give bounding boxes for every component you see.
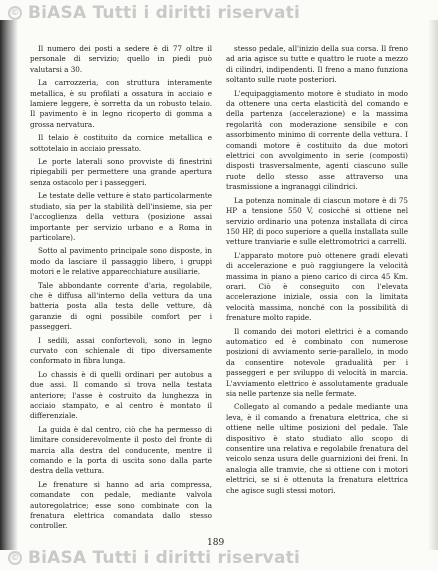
paragraph: Tale abbondante corrente d'aria, regolabile, che è diffusa all'interno della vettura da una batteria posta alla testa delle vetture, dà garanzie di ogni possibile comfort per i passeggeri.	[30, 280, 212, 332]
watermark-text-bottom: BiASA Tutti i diritti riservati	[28, 548, 300, 568]
paragraph: Collegato al comando a pedale mediante una leva, è il comando a frenatura elettrica, che si ottiene nelle ultime posizioni del pedale. Tale dispositivo è stato studiato allo scopo di consentire una relativa e regolabile frenatura del veicolo senza usura delle guarnizioni dei freni. In analogia alle tramvie, che si ottiene con i motori elettrici, se si è ottenuta la frenatura elettrica che agisce sugli stessi motori.	[226, 402, 408, 495]
paragraph: Il numero dei posti a sedere è di 77 oltre il personale di servizio; quello in piedi può valutarsi a 30.	[30, 44, 212, 74]
copyright-seal-icon: ©	[8, 6, 22, 20]
text-column-left	[30, 44, 212, 531]
page-binding-shadow	[0, 20, 18, 550]
paragraph: Le frenature si hanno ad aria compressa, comandate con pedale, mediante valvola autoregolatrice; esse sono combinate con la frenatura elettrica comandata dallo stesso controller.	[30, 479, 212, 531]
paragraph: Le testate delle vetture è stato particolarmente studiato, sia per la stabilità dell'insieme, sia per l'accoglienza della vettura (posizione assai importante per servizio urbano e a Roma in particolare).	[30, 191, 212, 242]
paragraph: I sedili, assai confortevoli, sono in legno curvato con schienale di tipo diversamente conformato in fibra lunga.	[30, 335, 212, 366]
watermark-banner-top	[0, 2, 438, 24]
paragraph: Sotto al pavimento principale sono disposte, in modo da lasciare il passaggio libero, i gruppi motori e le relative apparecchiature ausiliarie.	[30, 246, 212, 277]
paragraph: La potenza nominale di ciascun motore è di 75 HP a tensione 550 V, cosicché si ottiene nel servizio ordinario una potenza installata di circa 150 HP, di poco superiore a quella installata sulle vetture tranviarie e sulle elettromotrici a carrelli.	[226, 195, 408, 247]
page-edge-shadow	[428, 20, 438, 550]
paragraph: Lo chassis è di quelli ordinari per autobus a due assi. Il comando si trova nella testata anteriore; l'asse è costruito da lunghezza in acciaio stampato, e al centro è montato il differenziale.	[30, 369, 212, 421]
paragraph: La guida è dal centro, ciò che ha permesso di limitare considerevolmente il posto del fronte di marcia alla destra del conducente, mentre il comando e la porta di uscita sono dalla parte destra della vettura.	[30, 424, 212, 476]
paragraph: stesso pedale, all'inizio della sua corsa. Il freno ad aria agisce su tutte e quattro le ruote a mezzo di cilindri, indipendenti. Il freno a mano funziona soltanto sulle ruote posteriori.	[226, 44, 408, 85]
paragraph: Le porte laterali sono provviste di finestrini ripiegabili per permettere una grande apertura senza ostacolo per i passeggeri.	[30, 157, 212, 187]
paragraph: La carrozzeria, con struttura interamente metallica, è su profilati a ossatura in acciaio e lamiere leggere, è sorretta da un robusto telaio. Il pavimento è in legno ricoperto di gomma a grossa nervatura.	[30, 78, 212, 129]
copyright-seal-icon: ©	[8, 551, 22, 565]
paragraph: L'equipaggiamento motore è studiato in modo da ottenere una certa elasticità del comando e della partenza (accelerazione) e la massima regolarità con moderazione sensibile e con assorbimento minimo di corrente della vettura. I comandi motore è costituito da due motori elettrici con avvolgimento in serie (composti) disposti trasversalmente, agenti ciascuno sulle ruote dello stesso asse attraverso una trasmissione a ingranaggi cilindrici.	[226, 88, 408, 192]
watermark-banner-bottom	[0, 547, 438, 569]
text-column-right	[226, 44, 408, 524]
paragraph: L'apparato motore può ottenere gradi elevati di accelerazione e può raggiungere la velocità massima in piano a pieno carico di circa 45 Km. orari. Ciò è conseguito con l'elevata accelerazione iniziale, ossia con la limitata velocità massima, nonché con la possibilità di frenature molto rapide.	[226, 250, 408, 323]
page-number: 189	[207, 538, 225, 548]
watermark-text-top: BiASA Tutti i diritti riservati	[28, 3, 300, 23]
paragraph: Il telaio è costituito da cornice metallica e sottotelaio in acciaio pressato.	[30, 133, 212, 153]
paragraph: Il comando dei motori elettrici è a comando automatico ed è combinato con numerose posizioni di avviamento serie-parallelo, in modo da consentire notevole gradualità per i passeggeri e per sviluppo di velocità in marcia. L'avviamento elettrico è assolutamente graduale sia nelle partenze sia nelle fermate.	[226, 326, 408, 398]
